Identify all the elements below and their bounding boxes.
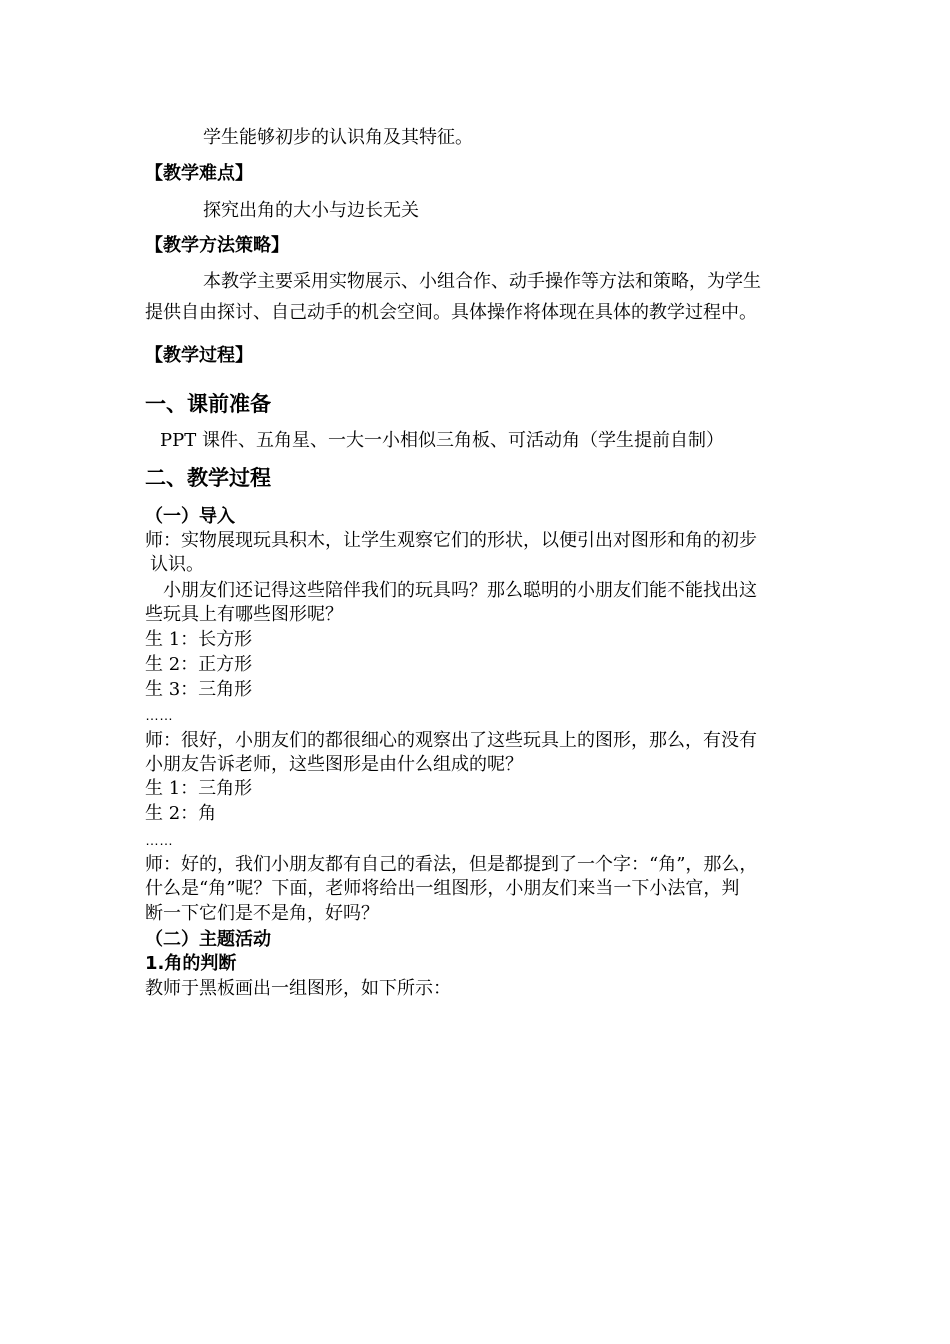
- body-line: 生 2：角: [145, 803, 217, 824]
- difficulty-text: 探究出角的大小与边长无关: [203, 200, 419, 221]
- body-line: 生 2：正方形: [145, 654, 253, 675]
- section2-title: 二、教学过程: [145, 466, 271, 490]
- method-text-line-1: 本教学主要采用实物展示、小组合作、动手操作等方法和策略，为学生: [203, 271, 761, 292]
- body-line: 师：好的，我们小朋友都有自己的看法，但是都提到了一个字：“角”，那么，: [145, 854, 758, 875]
- item1-title: 1.角的判断: [145, 953, 237, 974]
- body-line: 什么是“角”呢？下面，老师将给出一组图形，小朋友们来当一下小法官，判: [145, 878, 740, 899]
- sub1-title: （一）导入: [145, 506, 235, 527]
- method-heading: 【教学方法策略】: [145, 235, 289, 256]
- body-line: 生 1：长方形: [145, 629, 253, 650]
- section1-text: PPT 课件、五角星、一大一小相似三角板、可活动角（学生提前自制）: [160, 430, 724, 451]
- body-line: 生 3：三角形: [145, 679, 253, 700]
- body-line: 些玩具上有哪些图形呢？: [145, 604, 343, 625]
- body-line: ……: [145, 832, 173, 848]
- item1-text: 教师于黑板画出一组图形，如下所示：: [145, 978, 451, 999]
- body-line: ……: [145, 707, 173, 723]
- sub2-title: （二）主题活动: [145, 929, 271, 950]
- difficulty-heading: 【教学难点】: [145, 163, 253, 184]
- method-text-line-2: 提供自由探讨、自己动手的机会空间。具体操作将体现在具体的教学过程中。: [145, 302, 757, 323]
- process-heading: 【教学过程】: [145, 345, 253, 366]
- body-line: 认识。: [150, 554, 204, 575]
- body-line: 断一下它们是不是角，好吗？: [145, 903, 379, 924]
- section1-title: 一、课前准备: [145, 392, 271, 416]
- body-line: 小朋友告诉老师，这些图形是由什么组成的呢？: [145, 754, 523, 775]
- goal-text: 学生能够初步的认识角及其特征。: [203, 127, 473, 148]
- body-line: 生 1：三角形: [145, 778, 253, 799]
- body-line: 师：很好，小朋友们的都很细心的观察出了这些玩具上的图形，那么，有没有: [145, 730, 757, 751]
- body-line: 师：实物展现玩具积木，让学生观察它们的形状，以便引出对图形和角的初步: [145, 530, 757, 551]
- body-line: 小朋友们还记得这些陪伴我们的玩具吗？那么聪明的小朋友们能不能找出这: [163, 580, 757, 601]
